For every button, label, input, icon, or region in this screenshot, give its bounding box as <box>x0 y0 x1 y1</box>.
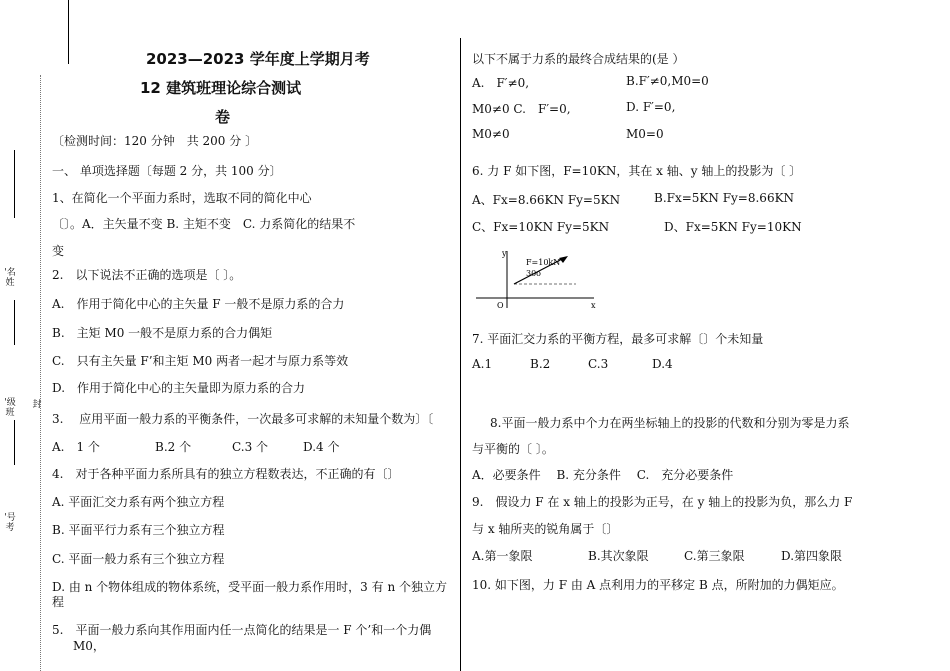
q3-stem: 3. 应用平面一般力系的平衡条件，一次最多可求解的未知量个数为〕〔 <box>52 412 434 426</box>
binding-line-top <box>68 0 69 64</box>
q4-option-d-line2: 程 <box>52 595 65 609</box>
y-axis-label: y <box>502 249 507 258</box>
q8-line1: 8.平面一般力系中个力在两坐标轴上的投影的代数和分别为零是力系 <box>490 416 850 430</box>
q6-option-c: C、Fx=10KN Fy=5KN <box>472 220 610 234</box>
seal-label: 封 <box>32 400 42 410</box>
q5-continuation: 以下不属于力系的最终合成结果的(是 ） <box>472 52 685 66</box>
q5-option-a: A. F′≠0, <box>472 76 530 90</box>
q9-line2: 与 x 轴所夹的锐角属于〔〕 <box>472 522 619 536</box>
q9-line1: 9. 假设力 F 在 x 轴上的投影为正号，在 y 轴上的投影为负，那么力 F <box>472 495 853 509</box>
exam-title: 2023—2023 学年度上学期月考 <box>146 50 370 68</box>
q9-option-b: B.其次象限 <box>588 549 649 563</box>
exam-subtitle: 12 建筑班理论综合测试 <box>140 79 302 97</box>
q3-option-b: B.2 个 <box>155 440 192 454</box>
force-diagram <box>474 246 604 314</box>
q1-line3: 变 <box>52 244 65 258</box>
class-field-line <box>14 300 15 345</box>
class-field-line-2 <box>14 420 15 465</box>
x-axis-label: x <box>591 301 596 310</box>
q7-option-c: C.3 <box>588 357 609 371</box>
q5-line2: M0， <box>73 639 105 653</box>
section-heading: 一、 单项选择题〔每题 2 分，共 100 分〕 <box>52 164 282 178</box>
q8-line2: 与平衡的〔 〕。 <box>472 442 554 456</box>
q4-option-d-line1: D. 由 n 个物体组成的物体系统，受平面一般力系作用时，3 有 n 个独立方 <box>52 580 447 594</box>
q6-option-a: A、Fx=8.66KN Fy=5KN <box>472 193 621 207</box>
q8-options: A．必要条件 B. 充分条件 C. 充分必要条件 <box>472 468 734 482</box>
q5-option-d: D. F′=0, <box>626 100 676 114</box>
q2-option-d: D. 作用于简化中心的主矢量即为原力系的合力 <box>52 381 306 395</box>
q4-stem: 4. 对于各种平面力系所具有的独立方程数表达，不正确的有〔〕 <box>52 467 400 481</box>
q4-option-c: C. 平面一般力系有三个独立方程 <box>52 552 225 566</box>
q9-option-d: D.第四象限 <box>781 549 843 563</box>
binding-dotted-line <box>40 75 41 671</box>
q1-line2: 〔〕。A．主矢量不变 B. 主矩不变 C. 力系简化的结果不 <box>52 217 356 231</box>
q9-option-a: A.第一象限 <box>472 549 533 563</box>
q9-option-c: C.第三象限 <box>684 549 745 563</box>
name-field-line <box>14 150 15 218</box>
q10-stem: 10. 如下图，力 F 由 A 点利用力的平移定 B 点，所附加的力偶矩应。 <box>472 578 844 592</box>
q7-stem: 7. 平面汇交力系的平衡方程，最多可求解〔〕个未知量 <box>472 332 764 346</box>
q4-option-b: B. 平面平行力系有三个独立方程 <box>52 523 225 537</box>
q3-option-c: C.3 个 <box>232 440 269 454</box>
q5-line1: 5. 平面一般力系向其作用面内任一点简化的结果是一 F 个’和一个力偶 <box>52 623 432 637</box>
q7-option-b: B.2 <box>530 357 551 371</box>
exam-info: 〔检测时间：120 分钟 共 200 分 〕 <box>52 134 258 148</box>
q6-option-d: D、Fx=5KN Fy=10KN <box>664 220 802 234</box>
q2-option-a: A. 作用于简化中心的主矢量 F 一般不是原力系的合力 <box>52 297 345 311</box>
name-label: '名姓 <box>4 268 16 288</box>
exam-subtitle-2: 卷 <box>215 108 231 126</box>
class-label: '级班 <box>4 398 16 418</box>
q5-option-c: M0≠0 C. F′=0, <box>472 102 571 116</box>
q3-option-d: D.4 个 <box>303 440 340 454</box>
origin-label: O <box>497 301 504 310</box>
q5-option-d-cont: M0=0 <box>626 127 664 141</box>
q5-option-c-cont: M0≠0 <box>472 127 510 141</box>
q3-option-a: A. 1 个 <box>52 440 100 454</box>
q6-option-b: B.Fx=5KN Fy=8.66KN <box>654 191 795 205</box>
q4-option-a: A. 平面汇交力系有两个独立方程 <box>52 495 225 509</box>
angle-label: 30o <box>526 269 541 278</box>
force-arrowhead <box>559 256 568 263</box>
q7-option-d: D.4 <box>652 357 673 371</box>
q7-option-a: A.1 <box>472 357 493 371</box>
q6-stem: 6. 力 F 如下图，F=10KN，其在 x 轴、y 轴上的投影为〔 〕 <box>472 164 802 178</box>
exam-id-label: '号考 <box>4 513 16 533</box>
force-label: F=10kN <box>526 258 561 267</box>
q2-option-b: B. 主矩 M0 一般不是原力系的合力偶矩 <box>52 326 273 340</box>
q2-option-c: C. 只有主矢量 F’和主矩 M0 两者一起才与原力系等效 <box>52 354 349 368</box>
q5-option-b: B.F′≠0,M0=0 <box>626 74 709 88</box>
column-divider <box>460 38 461 671</box>
q1-line1: 1、在简化一个平面力系时，选取不同的简化中心 <box>52 191 312 205</box>
q2-stem: 2. 以下说法不正确的选项是〔 〕。 <box>52 268 242 282</box>
